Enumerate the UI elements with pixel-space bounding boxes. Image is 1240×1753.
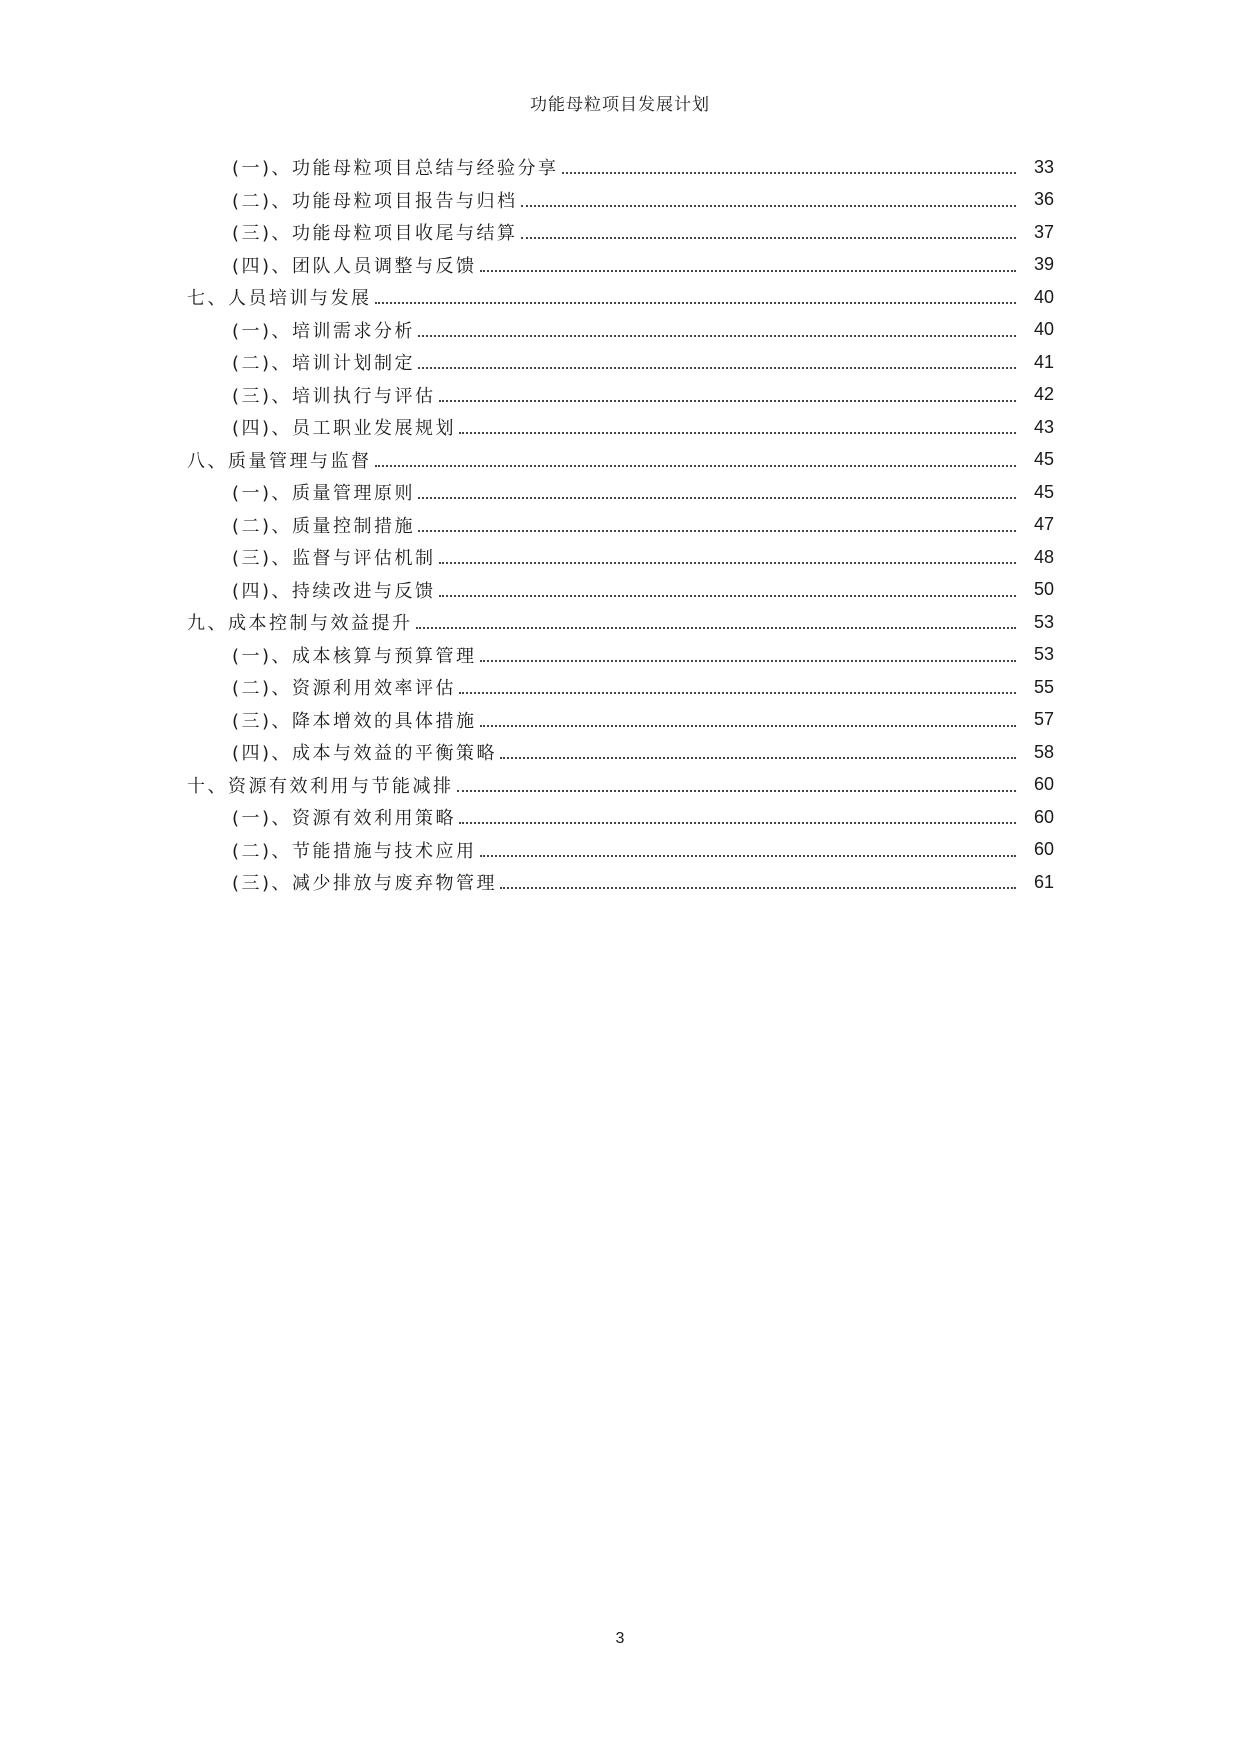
- toc-entry-title: 十、资源有效利用与节能减排: [187, 775, 454, 797]
- toc-entry-page-number: 48: [1033, 546, 1054, 567]
- toc-section-entry[interactable]: [0, 379, 1240, 412]
- toc-dot-leader: [459, 692, 1016, 694]
- toc-entry-page-number: 39: [1033, 254, 1054, 275]
- toc-entry-title: (三)、降本增效的具体措施: [232, 710, 477, 732]
- toc-section-entry[interactable]: [0, 151, 1240, 184]
- toc-entry-title: (四)、员工职业发展规划: [232, 418, 457, 440]
- toc-entry-title: (二)、培训计划制定: [232, 353, 416, 375]
- toc-dot-leader: [418, 497, 1016, 499]
- toc-dot-leader: [439, 400, 1016, 402]
- toc-dot-leader: [418, 530, 1016, 532]
- toc-entry-title: (三)、监督与评估机制: [232, 548, 436, 570]
- toc-section-entry[interactable]: [0, 184, 1240, 217]
- toc-entry-title: (一)、质量管理原则: [232, 483, 416, 505]
- toc-dot-leader: [480, 270, 1016, 272]
- toc-dot-leader: [562, 172, 1016, 174]
- toc-dot-leader: [480, 660, 1016, 662]
- toc-dot-leader: [375, 302, 1017, 304]
- toc-entry-title: (三)、减少排放与废弃物管理: [232, 873, 498, 895]
- toc-entry-title: (四)、成本与效益的平衡策略: [232, 743, 498, 765]
- toc-section-entry[interactable]: [0, 509, 1240, 542]
- toc-section-entry[interactable]: [0, 834, 1240, 867]
- toc-entry-page-number: 60: [1033, 806, 1054, 827]
- toc-entry-page-number: 53: [1033, 644, 1054, 665]
- toc-entry-page-number: 40: [1033, 319, 1054, 340]
- toc-dot-leader: [521, 237, 1016, 239]
- toc-dot-leader: [459, 822, 1016, 824]
- toc-dot-leader: [459, 432, 1016, 434]
- toc-entry-page-number: 61: [1033, 871, 1054, 892]
- toc-entry-page-number: 50: [1033, 579, 1054, 600]
- toc-entry-page-number: 33: [1033, 156, 1054, 177]
- toc-entry-page-number: 41: [1033, 351, 1054, 372]
- toc-chapter-entry[interactable]: [0, 606, 1240, 639]
- toc-entry-title: (二)、质量控制措施: [232, 515, 416, 537]
- toc-dot-leader: [439, 562, 1016, 564]
- toc-section-entry[interactable]: [0, 671, 1240, 704]
- toc-dot-leader: [416, 627, 1017, 629]
- toc-section-entry[interactable]: [0, 216, 1240, 249]
- toc-entry-page-number: 57: [1033, 709, 1054, 730]
- toc-entry-page-number: 45: [1033, 449, 1054, 470]
- toc-dot-leader: [439, 595, 1016, 597]
- toc-section-entry[interactable]: [0, 249, 1240, 282]
- toc-entry-title: 八、质量管理与监督: [187, 450, 372, 472]
- toc-entry-title: (二)、功能母粒项目报告与归档: [232, 190, 518, 212]
- toc-dot-leader: [457, 790, 1017, 792]
- toc-entry-title: (三)、功能母粒项目收尾与结算: [232, 223, 518, 245]
- toc-entry-title: (二)、节能措施与技术应用: [232, 840, 477, 862]
- toc-entry-page-number: 55: [1033, 676, 1054, 697]
- toc-section-entry[interactable]: [0, 476, 1240, 509]
- toc-section-entry[interactable]: [0, 866, 1240, 899]
- toc-entry-title: (三)、培训执行与评估: [232, 385, 436, 407]
- toc-dot-leader: [375, 465, 1017, 467]
- page-number: 3: [615, 1630, 625, 1647]
- toc-section-entry[interactable]: [0, 314, 1240, 347]
- toc-dot-leader: [418, 367, 1016, 369]
- toc-entry-title: (四)、团队人员调整与反馈: [232, 255, 477, 277]
- toc-entry-page-number: 40: [1033, 286, 1054, 307]
- table-of-contents: [0, 151, 1240, 899]
- toc-dot-leader: [480, 855, 1016, 857]
- toc-section-entry[interactable]: [0, 411, 1240, 444]
- toc-section-entry[interactable]: [0, 346, 1240, 379]
- toc-entry-page-number: 60: [1033, 774, 1054, 795]
- toc-dot-leader: [521, 205, 1016, 207]
- toc-entry-title: 九、成本控制与效益提升: [187, 613, 413, 635]
- toc-chapter-entry[interactable]: [0, 444, 1240, 477]
- toc-entry-title: 七、人员培训与发展: [187, 288, 372, 310]
- toc-entry-page-number: 36: [1033, 189, 1054, 210]
- toc-chapter-entry[interactable]: [0, 769, 1240, 802]
- toc-section-entry[interactable]: [0, 801, 1240, 834]
- page-header-title: 功能母粒项目发展计划: [530, 95, 710, 115]
- toc-entry-page-number: 53: [1033, 611, 1054, 632]
- toc-dot-leader: [418, 335, 1016, 337]
- toc-entry-page-number: 43: [1033, 416, 1054, 437]
- toc-dot-leader: [500, 887, 1016, 889]
- toc-chapter-entry[interactable]: [0, 281, 1240, 314]
- toc-entry-page-number: 45: [1033, 481, 1054, 502]
- toc-entry-page-number: 42: [1033, 384, 1054, 405]
- toc-section-entry[interactable]: [0, 574, 1240, 607]
- toc-entry-page-number: 47: [1033, 514, 1054, 535]
- toc-entry-title: (一)、成本核算与预算管理: [232, 645, 477, 667]
- toc-entry-page-number: 60: [1033, 839, 1054, 860]
- toc-dot-leader: [500, 757, 1016, 759]
- toc-section-entry[interactable]: [0, 541, 1240, 574]
- toc-section-entry[interactable]: [0, 704, 1240, 737]
- toc-section-entry[interactable]: [0, 639, 1240, 672]
- toc-entry-title: (一)、功能母粒项目总结与经验分享: [232, 158, 559, 180]
- toc-entry-title: (一)、资源有效利用策略: [232, 808, 457, 830]
- toc-entry-page-number: 37: [1033, 221, 1054, 242]
- toc-section-entry[interactable]: [0, 736, 1240, 769]
- toc-entry-page-number: 58: [1033, 741, 1054, 762]
- toc-entry-title: (四)、持续改进与反馈: [232, 580, 436, 602]
- toc-entry-title: (二)、资源利用效率评估: [232, 678, 457, 700]
- toc-entry-title: (一)、培训需求分析: [232, 320, 416, 342]
- toc-dot-leader: [480, 725, 1016, 727]
